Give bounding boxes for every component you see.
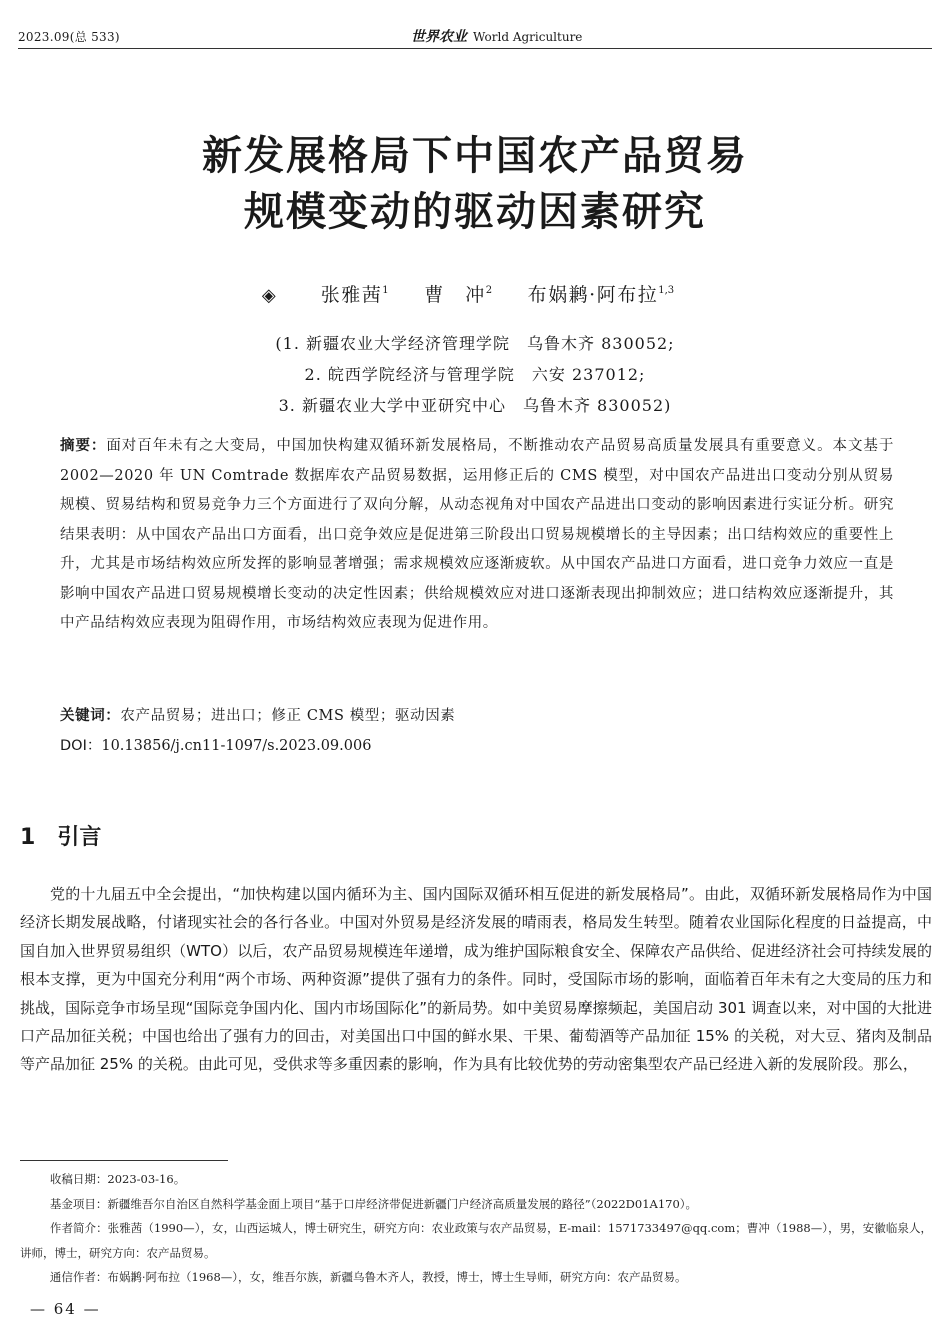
abstract-label: 摘要：	[60, 438, 107, 454]
abstract-text: 面对百年未有之大变局，中国加快构建双循环新发展格局，不断推动农产品贸易高质量发展具有重要意义。本文基于 2002—2020 年 UN Comtrade 数据库农产品贸易数据，运用修正后的 CMS 模型，对中国农产品进出口变动分别从贸易规模、贸易结构和贸易竞争力三个方面进行了双向分解，从动态视角对中国农产品进出口变动的影响因素进行实证分析。研究结果表明：从中国农产品出口方面看，出口竞争效应是促进第三阶段出口贸易规模增长的主导因素；出口结构效应的重要性上升，尤其是市场结构效应所发挥的影响显著增强；需求规模效应逐渐疲软。从中国农产品进口方面看，进口竞争力效应一直是影响中国农产品进口贸易规模增长变动的决定性因素；供给规模效应对进口逐渐表现出抑制效应；进口结构效应逐渐提升，其中产品结构效应表现为阻碍作用，市场结构效应表现为促进作用。	[60, 438, 894, 631]
affiliation-1: (1. 新疆农业大学经济管理学院 乌鲁木齐 830052;	[275, 334, 675, 353]
journal-name	[411, 26, 582, 46]
doi-value: 10.13856/j.cn11-1097/s.2023.09.006	[101, 738, 372, 754]
author-line	[0, 280, 950, 307]
footnote-received-date: 收稿日期：2023-03-16。	[49, 1172, 186, 1186]
author-name: 曹 冲	[424, 284, 486, 306]
body-paragraph: 党的十九届五中全会提出，“加快构建以国内循环为主、国内国际双循环相互促进的新发展格局”。由此，双循环新发展格局作为中国经济长期发展战略，付诸现实社会的各行各业。中国对外贸易是经济发展的晴雨表，格局发生转型。随着农业国际化程度的日益提高，中国自加入世界贸易组织（WTO）以后，农产品贸易规模连年递增，成为维护国际粮食安全、保障农产品供给、促进经济社会可持续发展的根本支撑，更为中国充分利用“两个市场、两种资源”提供了强有力的条件。同时，受国际市场的影响，面临着百年未有之大变局的压力和挑战，国际竞争市场呈现“国际竞争国内化、国内市场国际化”的新局势。如中美贸易摩擦频起，美国启动 301 调查以来，对中国的大批进口产品加征关税；中国也给出了强有力的回击，对美国出口中国的鲜水果、干果、葡萄酒等产品加征 15% 的关税，对大豆、猪肉及制品等产品加征 25% 的关税。由此可见，受供求等多重因素的影响，作为具有比较优势的劳动密集型农产品已经进入新的发展阶段。那么，	[20, 885, 932, 1074]
affiliation-3: 3. 新疆农业大学中亚研究中心 乌鲁木齐 830052)	[278, 396, 672, 415]
doi-label: DOI：	[60, 738, 102, 754]
affiliations	[0, 328, 950, 421]
section-number: 1	[20, 825, 36, 850]
keywords	[60, 705, 894, 727]
author-2	[424, 284, 492, 306]
issue-info: 2023.09(总 533)	[18, 30, 120, 44]
footnote-author-bio: 作者简介：张雅茜（1990—），女，山西运城人，博士研究生，研究方向：农业政策与农产品贸易，E-mail：1571733497@qq.com；曹冲（1988—），男，安徽临泉人，讲师，博士，研究方向：农产品贸易。	[20, 1221, 932, 1260]
author-1	[321, 284, 389, 306]
doi	[60, 735, 894, 757]
author-name: 布娲鹣·阿布拉	[527, 284, 659, 306]
author-affil-sup: 1	[382, 285, 389, 296]
page-header	[18, 26, 932, 48]
keywords-label: 关键词：	[60, 708, 121, 724]
paper-title-line-2: 规模变动的驱动因素研究	[244, 188, 706, 235]
paper-title-line-1: 新发展格局下中国农产品贸易	[202, 132, 748, 179]
author-affil-sup: 2	[485, 285, 493, 296]
journal-name-cn: 世界农业	[411, 29, 467, 45]
author-affil-sup: 1,3	[658, 285, 675, 296]
footnote-corresponding-author: 通信作者：布娲鹣·阿布拉（1968—），女，维吾尔族，新疆乌鲁木齐人，教授，博士，博士生导师，研究方向：农产品贸易。	[49, 1270, 687, 1284]
keywords-text: 农产品贸易；进出口；修正 CMS 模型；驱动因素	[120, 708, 456, 724]
section-title: 引言	[57, 825, 102, 850]
author-3	[528, 284, 674, 306]
affiliation-2: 2. 皖西学院经济与管理学院 六安 237012;	[304, 365, 646, 384]
footnote-divider	[20, 1160, 228, 1161]
paper-title	[0, 128, 950, 240]
abstract	[60, 432, 894, 639]
author-name: 张雅茜	[320, 284, 383, 306]
header-divider	[18, 48, 932, 49]
journal-name-en: World Agriculture	[473, 30, 583, 44]
footnotes	[20, 1167, 932, 1290]
section-heading	[20, 820, 101, 851]
footnote-funding: 基金项目：新疆维吾尔自治区自然科学基金面上项目“基于口岸经济带促进新疆门户经济高质量发展的路径”（2022D01A170）。	[49, 1196, 698, 1211]
author-marker-icon: ◈	[261, 285, 278, 306]
page-number: — 64 —	[30, 1300, 101, 1318]
